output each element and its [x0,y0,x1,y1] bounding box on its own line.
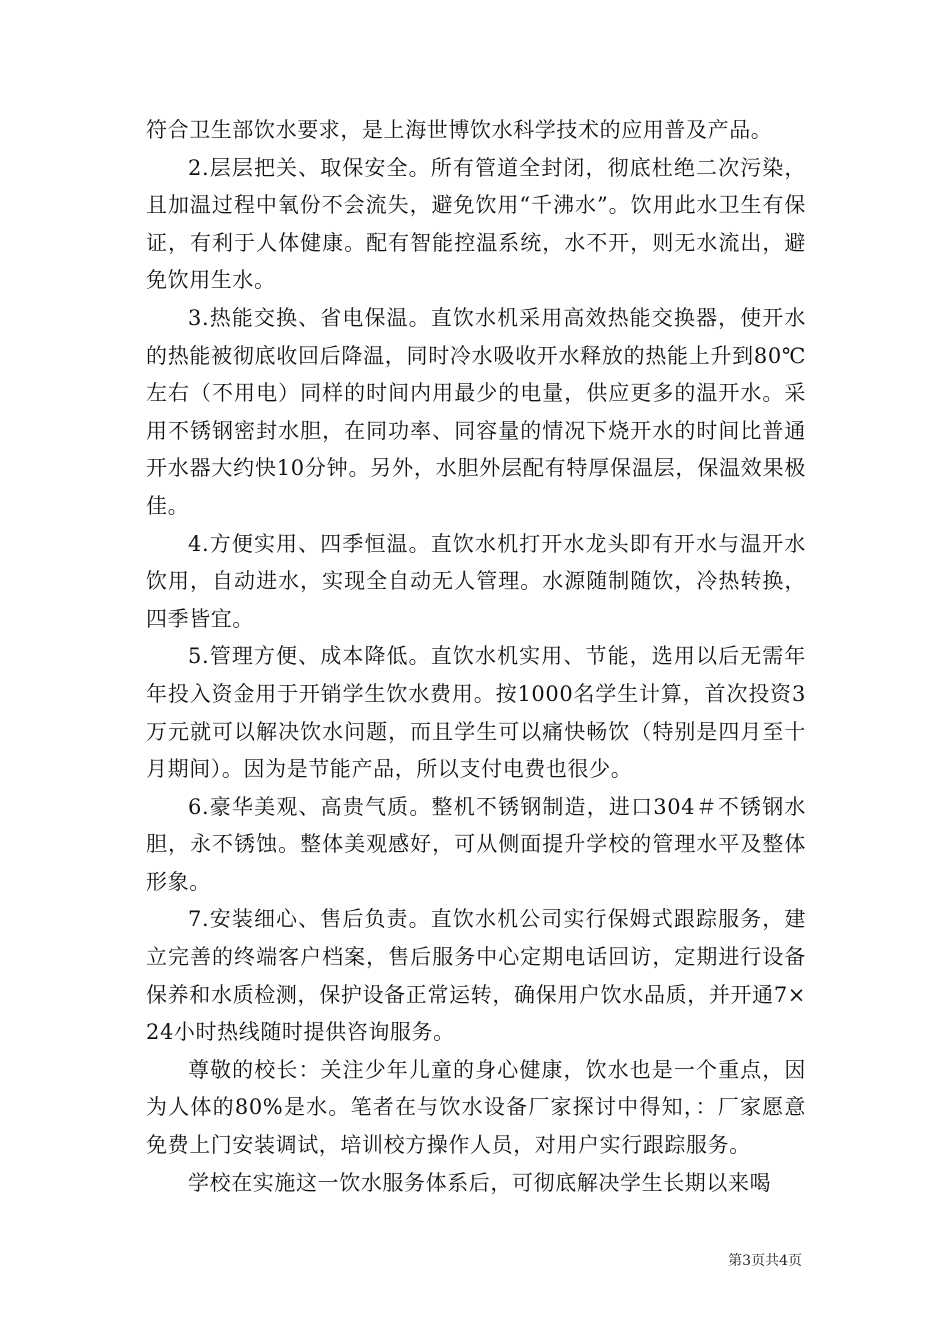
page-number-footer: 第3页共4页 [728,1253,802,1269]
paragraph-point-4: 4.方便实用、四季恒温。直饮水机打开水龙头即有开水与温开水饮用，自动进水，实现全自动无人管理。水源随制随饮，冷热转换，四季皆宜。 [146,531,806,631]
paragraph-point-6: 6.豪华美观、高贵气质。整机不锈钢制造，进口304＃不锈钢水胆，永不锈蚀。整体美观感好，可从侧面提升学校的管理水平及整体形象。 [146,794,806,894]
paragraph-point-3: 3.热能交换、省电保温。直饮水机采用高效热能交换器，使开水的热能被彻底收回后降温，同时冷水吸收开水释放的热能上升到80℃左右（不用电）同样的时间内用最少的电量，供应更多的温开水。采用不锈钢密封水胆，在同功率、同容量的情况下烧开水的时间比普通开水器大约快10分钟。另外，水胆外层配有特厚保温层，保温效果极佳。 [146,305,806,518]
paragraph-point-5: 5.管理方便、成本降低。直饮水机实用、节能，选用以后无需年年投入资金用于开销学生饮水费用。按1000名学生计算，首次投资3万元就可以解决饮水问题，而且学生可以痛快畅饮（特别是四月至十月期间）。因为是节能产品，所以支付电费也很少。 [146,644,806,782]
paragraph-principal-address: 尊敬的校长：关注少年儿童的身心健康，饮水也是一个重点，因为人体的80%是水。笔者在与饮水设备厂家探讨中得知，：厂家愿意免费上门安装调试，培训校方操作人员，对用户实行跟踪服务。 [146,1057,806,1158]
paragraph-intro-continuation: 符合卫生部饮水要求，是上海世博饮水科学技术的应用普及产品。 [146,118,773,142]
document-body [146,112,806,1202]
paragraph-point-2: 2.层层把关、取保安全。所有管道全封闭，彻底杜绝二次污染，且加温过程中氧份不会流失，避免饮用“千沸水”。饮用此水卫生有保证，有利于人体健康。配有智能控温系统，水不开，则无水流出，避免饮用生水。 [146,155,806,293]
paragraph-conclusion-start: 学校在实施这一饮水服务体系后，可彻底解决学生长期以来喝 [188,1170,772,1195]
paragraph-point-7: 7.安装细心、售后负责。直饮水机公司实行保姆式跟踪服务，建立完善的终端客户档案，售后服务中心定期电话回访，定期进行设备保养和水质检测，保护设备正常运转，确保用户饮水品质，并开通7×24小时热线随时提供咨询服务。 [146,907,806,1045]
